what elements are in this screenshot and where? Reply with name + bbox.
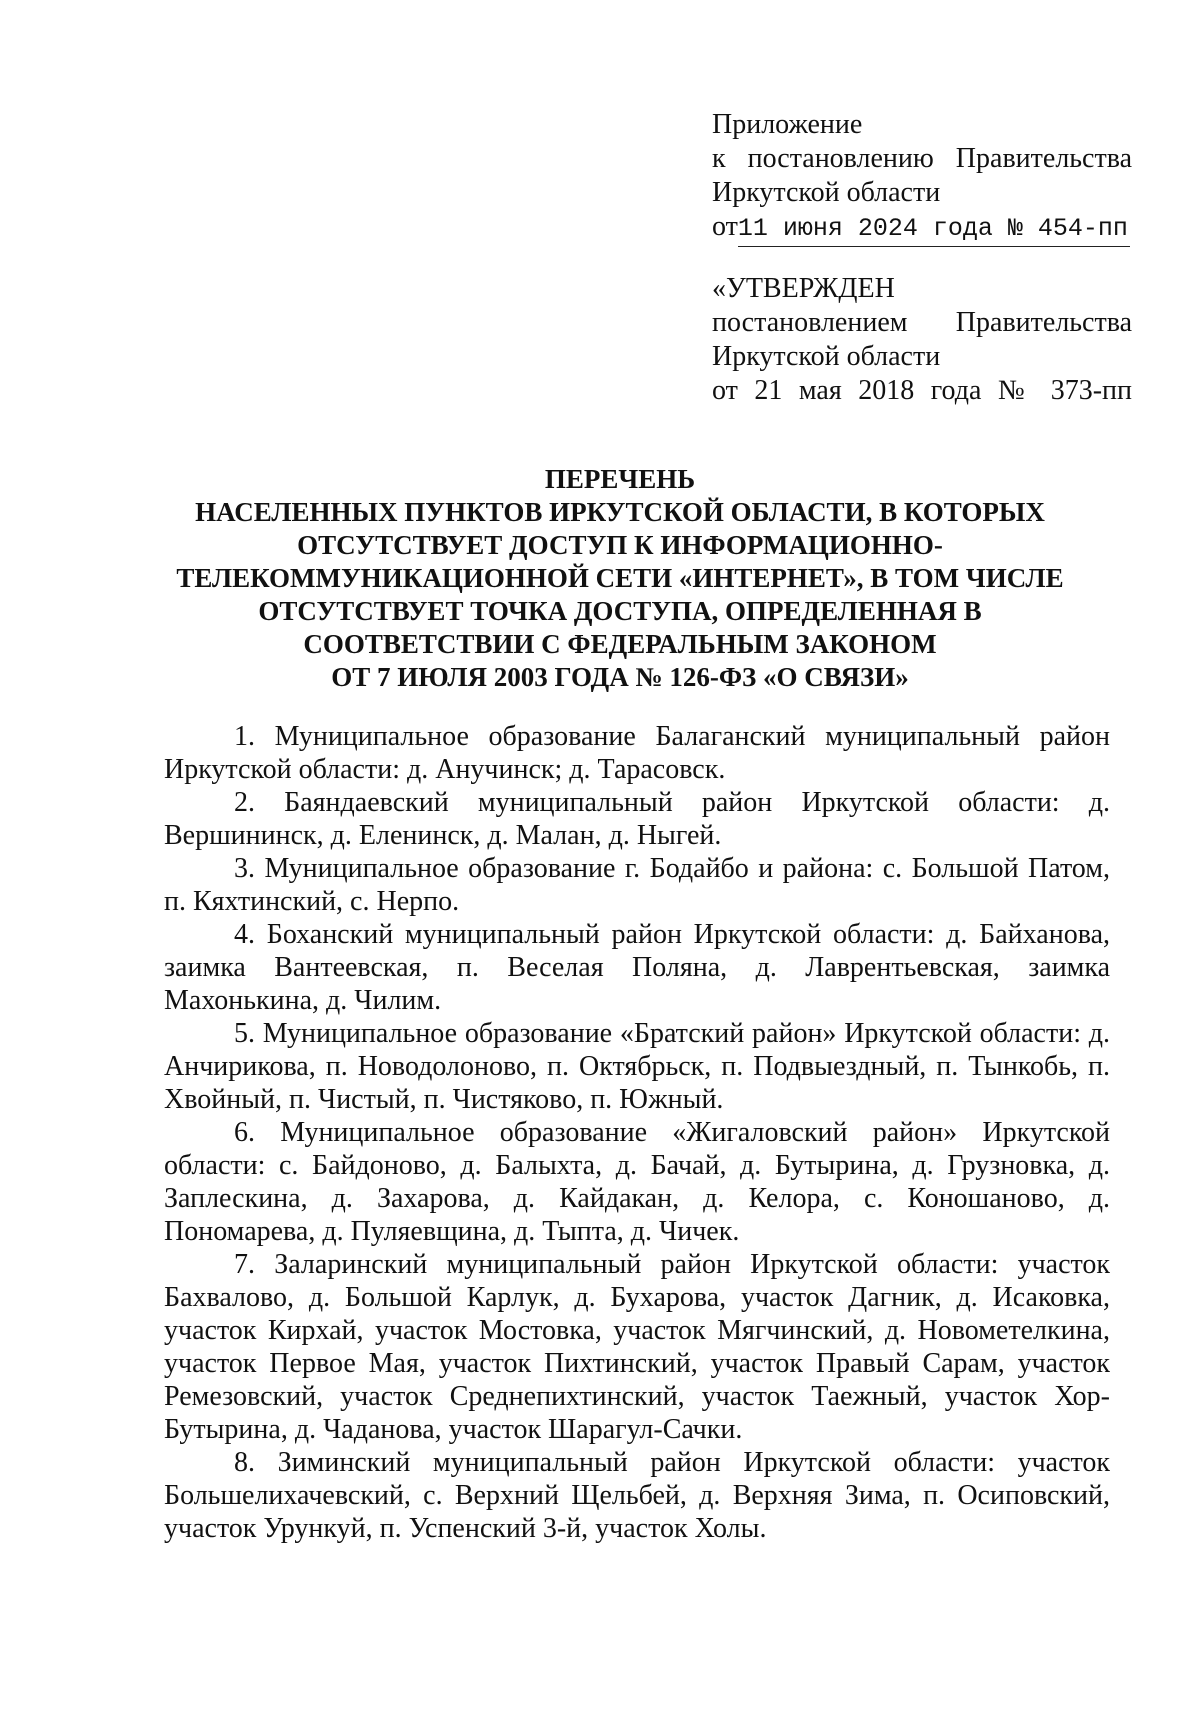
list-item: 2. Баяндаевский муниципальный район Иркутской области: д. Вершининск, д. Еленинск, д. Малан, д. Ныгей. — [164, 787, 1110, 851]
appendix-region-line: Иркутской области — [712, 177, 941, 208]
title-line-6: СООТВЕТСТВИИ С ФЕДЕРАЛЬНЫМ ЗАКОНОМ — [303, 629, 937, 659]
title-line-5: ОТСУТСТВУЕТ ТОЧКА ДОСТУПА, ОПРЕДЕЛЕННАЯ В — [258, 596, 982, 626]
document-title — [150, 463, 1090, 694]
settlement-list — [164, 720, 1110, 1545]
appendix-heading: Приложение — [712, 109, 863, 140]
list-item: 6. Муниципальное образование «Жигаловский район» Иркутской области: с. Байдоново, д. Балыхта, д. Бачай, д. Бутырина, д. Грузновка, д. Заплескина, д. Захарова, д. Кайдакан, д. Келора, с. Коношаново, д. Пономарева, д. Пуляевщина, д. Тыпта, д. Чичек. — [164, 1117, 1110, 1247]
appendix-date-value — [738, 210, 1130, 247]
title-line-1: ПЕРЕЧЕНЬ — [544, 464, 696, 494]
title-line-7: ОТ 7 ИЮЛЯ 2003 ГОДА № 126-ФЗ «О СВЯЗИ» — [331, 662, 909, 692]
title-line-2: НАСЕЛЕННЫХ ПУНКТОВ ИРКУТСКОЙ ОБЛАСТИ, В КОТОРЫХ — [195, 497, 1045, 527]
approved-date-line: от 21 мая 2018 года № 373-пп — [712, 375, 1132, 406]
list-item: 7. Заларинский муниципальный район Иркутской области: участок Бахвалово, д. Большой Карлук, д. Бухарова, участок Дагник, д. Исаковка, участок Кирхай, участок Мостовка, участок Мягчинский, д. Новометелкина, участок Первое Мая, участок Пихтинский, участок Правый Сарам, участок Ремезовский, участок Среднепихтинский, участок Таежный, участок Хор-Бутырина, д. Чаданова, участок Шарагул-Сачки. — [164, 1249, 1110, 1445]
list-item: 4. Боханский муниципальный район Иркутской области: д. Байханова, заимка Вантеевская, п. Веселая Поляна, д. Лаврентьевская, заимка Махонькина, д. Чилим. — [164, 919, 1110, 1016]
appendix-resolution-line: к постановлению Правительства — [712, 143, 1132, 174]
appendix-date-text: 11 июня 2024 года № 454-пп — [737, 214, 1128, 243]
approved-block — [712, 272, 1132, 408]
list-item: 3. Муниципальное образование г. Бодайбо и района: с. Большой Патом, п. Кяхтинский, с. Нерпо. — [164, 853, 1110, 917]
list-item: 5. Муниципальное образование «Братский район» Иркутской области: д. Анчирикова, п. Новодолоново, п. Октябрьск, п. Подвыездный, п. Тынкобь, п. Хвойный, п. Чистый, п. Чистяково, п. Южный. — [164, 1018, 1110, 1115]
approved-region-line: Иркутской области — [712, 341, 941, 372]
appendix-date-prefix: от — [712, 211, 738, 242]
appendix-block — [712, 108, 1132, 247]
appendix-date-line — [712, 210, 1132, 247]
approved-resolution-line: постановлением Правительства — [712, 307, 1132, 338]
title-line-3: ОТСУТСТВУЕТ ДОСТУП К ИНФОРМАЦИОННО- — [297, 530, 943, 560]
list-item: 1. Муниципальное образование Балаганский муниципальный район Иркутской области: д. Анучинск; д. Тарасовск. — [164, 721, 1110, 785]
title-line-4: ТЕЛЕКОММУНИКАЦИОННОЙ СЕТИ «ИНТЕРНЕТ», В ТОМ ЧИСЛЕ — [176, 563, 1064, 593]
approved-heading: «УТВЕРЖДЕН — [712, 273, 895, 304]
list-item: 8. Зиминский муниципальный район Иркутской области: участок Большелихачевский, с. Верхний Щельбей, д. Верхняя Зима, п. Осиповский, участок Урункуй, п. Успенский 3-й, участок Холы. — [164, 1447, 1110, 1544]
